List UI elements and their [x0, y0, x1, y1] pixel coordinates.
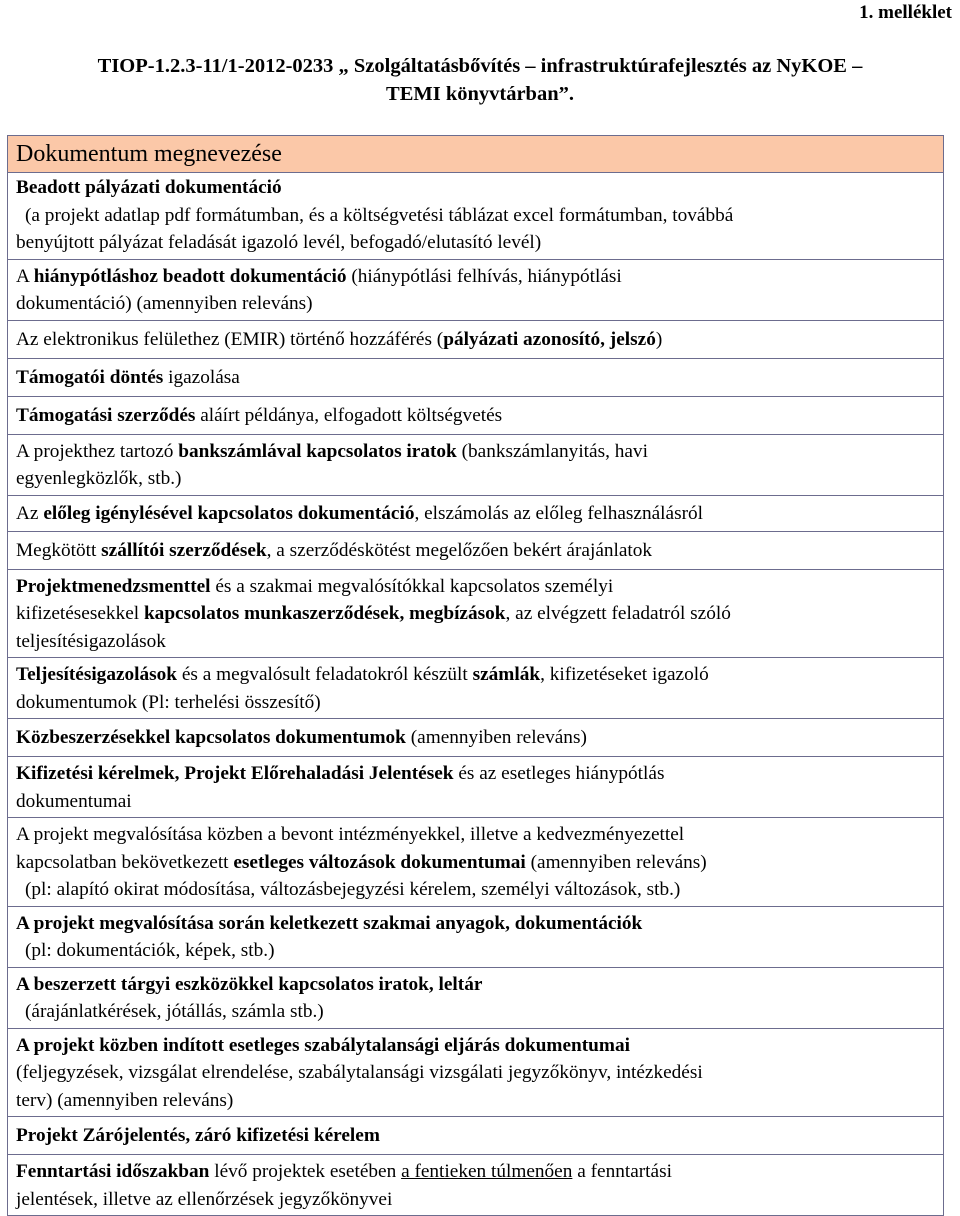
- cell-text: lévő projektek esetében: [209, 1161, 402, 1182]
- cell-text: jelentések, illetve az ellenőrzések jegyzőkönyvei: [16, 1188, 393, 1210]
- cell-text: benyújtott pályázat feladását igazoló levél, befogadó/elutasító levél): [16, 232, 542, 253]
- table-row: [8, 818, 944, 907]
- cell-bold: Projekt Zárójelentés, záró kifizetési kérelem: [16, 1125, 380, 1147]
- cell-text: és a megvalósult feladatokról készült: [177, 664, 473, 685]
- table-cell: [8, 396, 944, 434]
- cell-text: (a projekt adatlap pdf formátumban, és a költségvetési táblázat excel formátumban, továbbá: [25, 204, 734, 226]
- table-cell: [8, 1117, 944, 1155]
- table-cell: [8, 1155, 944, 1216]
- cell-bold: Teljesítésigazolások: [16, 664, 178, 685]
- title-line-2: TEMI könyvtárban”.: [386, 83, 574, 105]
- table-cell: [8, 658, 944, 719]
- table-row: [8, 569, 944, 658]
- table-cell: [8, 569, 944, 658]
- table-row: [8, 320, 944, 358]
- cell-text: (bankszámlanyitás, havi: [456, 440, 648, 462]
- table-cell: [8, 531, 944, 569]
- cell-text: Megkötött: [16, 539, 102, 561]
- cell-bold: esetleges változások dokumentumai: [233, 851, 526, 873]
- cell-text: (hiánypótlási felhívás, hiánypótlási: [346, 265, 622, 287]
- table-cell: [8, 1028, 944, 1117]
- cell-text: , az elvégzett feladatról szóló: [505, 603, 731, 624]
- table-cell: [8, 173, 944, 260]
- cell-text: ): [655, 328, 663, 350]
- cell-bold: Kifizetési kérelmek, Projekt Előrehaladási Jelentések: [16, 763, 454, 784]
- cell-bold: A beszerzett tárgyi eszközökkel kapcsolatos iratok, leltár: [16, 973, 483, 995]
- table-cell: [8, 906, 944, 967]
- table-header-row: [8, 136, 944, 173]
- table-cell: [8, 967, 944, 1028]
- cell-bold: Fenntartási időszakban: [16, 1161, 210, 1182]
- cell-text: a fenntartási: [572, 1161, 672, 1182]
- cell-text: terv) (amennyiben releváns): [16, 1089, 234, 1111]
- cell-text: dokumentumai: [16, 790, 132, 812]
- cell-bold: A projekt közben indított esetleges szabálytalansági eljárás dokumentumai: [16, 1034, 630, 1056]
- cell-bold: bankszámlával kapcsolatos iratok: [178, 440, 457, 462]
- document-table: [7, 135, 944, 1216]
- cell-bold: A projekt megvalósítása során keletkezett szakmai anyagok, dokumentációk: [16, 912, 643, 934]
- cell-text: (árajánlatkérések, jótállás, számla stb.): [25, 1001, 324, 1022]
- cell-text: A projekthez tartozó: [16, 440, 179, 462]
- annex-label: 1. melléklet: [859, 2, 952, 23]
- table-row: [8, 757, 944, 818]
- cell-bold: szállítói szerződések: [101, 539, 267, 561]
- underlined-text: a fentieken túlmenően: [401, 1161, 573, 1182]
- table-cell: [8, 320, 944, 358]
- cell-text: kifizetésesekkel: [16, 603, 144, 624]
- table-row: [8, 719, 944, 757]
- cell-text: Az: [16, 502, 44, 524]
- table-cell: [8, 495, 944, 531]
- cell-text: , a szerződéskötést megelőzően bekért árajánlatok: [266, 539, 653, 561]
- table-row: [8, 1155, 944, 1216]
- table-cell: [8, 757, 944, 818]
- table-cell: [8, 434, 944, 495]
- cell-bold: előleg igénylésével kapcsolatos dokumentáció: [43, 502, 415, 524]
- cell-text: (amennyiben releváns): [525, 851, 707, 873]
- cell-text: teljesítésigazolások: [16, 630, 166, 652]
- cell-text: A: [16, 265, 34, 287]
- table-row: [8, 434, 944, 495]
- cell-text: dokumentumok (Pl: terhelési összesítő): [16, 691, 321, 713]
- cell-bold: Beadott pályázati dokumentáció: [16, 177, 282, 198]
- table-cell: [8, 719, 944, 757]
- cell-text: egyenlegközlők, stb.): [16, 468, 182, 489]
- table-row: [8, 1028, 944, 1117]
- table-row: [8, 173, 944, 260]
- cell-text: aláírt példánya, elfogadott költségvetés: [195, 404, 503, 426]
- table-row: [8, 358, 944, 396]
- title-line-1: TIOP-1.2.3-11/1-2012-0233 „ Szolgáltatásbővítés – infrastruktúrafejlesztés az NyKOE –: [97, 55, 863, 77]
- table-row: [8, 967, 944, 1028]
- table-row: [8, 1117, 944, 1155]
- table-row: [8, 396, 944, 434]
- table-row: [8, 495, 944, 531]
- cell-bold: Támogatói döntés: [16, 366, 164, 388]
- cell-text: , elszámolás az előleg felhasználásról: [414, 502, 704, 524]
- cell-text: igazolása: [163, 366, 240, 388]
- cell-text: (pl: dokumentációk, képek, stb.): [25, 940, 275, 961]
- cell-bold: kapcsolatos munkaszerződések, megbízások: [143, 603, 506, 624]
- cell-text: és az esetleges hiánypótlás: [453, 763, 665, 784]
- cell-text: és a szakmai megvalósítókkal kapcsolatos személyi: [210, 575, 614, 597]
- cell-text: (amennyiben releváns): [405, 727, 587, 749]
- cell-text: (feljegyzések, vizsgálat elrendelése, szabálytalansági vizsgálati jegyzőkönyv, intézkedési: [16, 1062, 703, 1083]
- cell-bold: Projektmenedzsmenttel: [16, 575, 211, 597]
- table-cell: [8, 358, 944, 396]
- cell-text: A projekt megvalósítása közben a bevont intézményekkel, illetve a kedvezményezettel: [16, 824, 685, 845]
- table-row: [8, 658, 944, 719]
- table-row: [8, 906, 944, 967]
- cell-text: (pl: alapító okirat módosítása, változásbejegyzési kérelem, személyi változások, stb.): [25, 879, 681, 900]
- table-cell: [8, 818, 944, 907]
- cell-bold: számlák: [472, 664, 541, 685]
- cell-text: Az elektronikus felülethez (EMIR) történő hozzáférés (: [16, 328, 444, 350]
- cell-text: , kifizetéseket igazoló: [540, 664, 709, 685]
- cell-bold: Közbeszerzésekkel kapcsolatos dokumentumok: [16, 727, 406, 749]
- cell-bold: Támogatási szerződés: [16, 404, 196, 426]
- table-row: [8, 259, 944, 320]
- table-row: [8, 531, 944, 569]
- cell-bold: pályázati azonosító, jelszó: [443, 328, 656, 350]
- cell-text: kapcsolatban bekövetkezett: [16, 851, 234, 873]
- document-title: [20, 52, 940, 108]
- table-header: Dokumentum megnevezése: [8, 136, 944, 173]
- cell-text: dokumentáció) (amennyiben releváns): [16, 293, 313, 314]
- table-cell: [8, 259, 944, 320]
- cell-bold: hiánypótláshoz beadott dokumentáció: [33, 265, 347, 287]
